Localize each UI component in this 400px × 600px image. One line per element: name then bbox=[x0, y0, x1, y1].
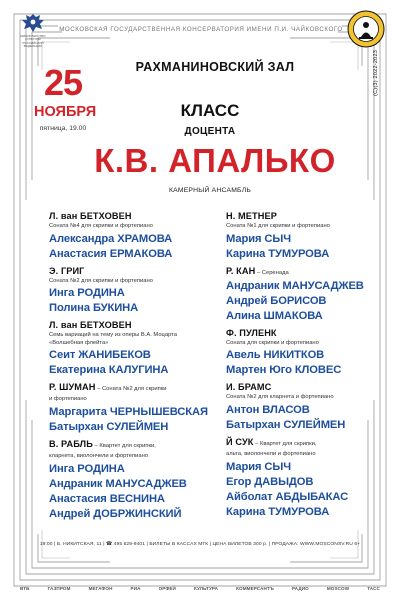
season-code-text: (С)(3) 2022-2023 bbox=[373, 49, 379, 96]
performer-name: Айболат АБДЫБАКАС bbox=[226, 490, 349, 503]
performer-name: Мартен Юго КЛОВЕС bbox=[226, 364, 342, 377]
performer-name: Карина ТУМУРОВА bbox=[226, 505, 330, 518]
work-title: Соната №4 для скрипки и фортепиано bbox=[49, 223, 153, 229]
composer-name: Л. ван БЕТХОВЕН bbox=[49, 211, 132, 221]
performer-name: Алина ШМАКОВА bbox=[226, 309, 323, 322]
composer-name: Ф. ПУЛЕНК bbox=[226, 327, 277, 338]
performer-name: Батырхан СУЛЕЙМЕН bbox=[226, 419, 346, 432]
composer-name: И. БРАМС bbox=[226, 382, 272, 393]
work-title-inline: – Квартет для скрипки, bbox=[92, 443, 156, 450]
docent-label: ДОЦЕНТА bbox=[184, 126, 236, 137]
work-title: Соната для скрипки и фортепиано bbox=[226, 339, 319, 346]
composer-line bbox=[49, 439, 201, 452]
sponsor-logo: КУЛЬТУРА bbox=[194, 585, 219, 591]
date-day: 25 bbox=[43, 62, 83, 103]
sponsor-logos bbox=[20, 583, 380, 593]
work-title: и фортепиано bbox=[49, 396, 87, 403]
composer-line bbox=[226, 266, 378, 279]
performer-name: Андраник МАНУСАДЖЕВ bbox=[49, 477, 187, 490]
eagle-emblem-icon bbox=[18, 12, 48, 34]
performer-name: Батырхан СУЛЕЙМЕН bbox=[49, 421, 169, 434]
conservatory-badge-icon bbox=[347, 10, 385, 48]
composer-name: Н. МЕТНЕР bbox=[226, 211, 277, 221]
ministry-logo bbox=[18, 12, 48, 49]
work-title: Соната №1 для скрипки и фортепиано bbox=[226, 223, 330, 229]
hall-title: РАХМАНИНОВСКИЙ ЗАЛ bbox=[135, 60, 295, 74]
work-title: кларнета, виолончели и фортепиано bbox=[49, 453, 149, 460]
performer-name: Егор ДАВЫДОВ bbox=[226, 475, 314, 488]
performer-name: Анастасия ЕРМАКОВА bbox=[49, 247, 173, 260]
ensemble-subtitle: КАМЕРНЫЙ АНСАМБЛЬ bbox=[168, 187, 252, 194]
performer-name: Маргарита ЧЕРНЫШЕВСКАЯ bbox=[49, 406, 208, 419]
performer-name: Сеит ЖАНИБЕКОВ bbox=[49, 349, 151, 362]
performer-name: Анастасия ВЕСНИНА bbox=[49, 492, 165, 505]
performer-name: Мария СЫЧ bbox=[226, 460, 292, 473]
date-month: НОЯБРЯ bbox=[34, 104, 97, 120]
composer-name: Р. КАН bbox=[226, 265, 256, 276]
footer-ticket-info: 19:00 | Б. НИКИТСКАЯ, 11 | ☎ 495 629-9401 | БИЛЕТЫ В КАССАХ МГК | ЦЕНА БИЛЕТОВ 300 р. | ПРОДАЖА: WWW.MOSCONSV.RU 6+ bbox=[39, 542, 361, 547]
work-title: Соната №2 для кларнета и фортепиано bbox=[226, 394, 334, 401]
performer-name: Антон ВЛАСОВ bbox=[226, 404, 310, 417]
sponsor-logo: ТАСС bbox=[367, 585, 380, 591]
composer-name: Э. ГРИГ bbox=[49, 265, 85, 276]
work-title: альта, виолончели и фортепиано bbox=[226, 451, 316, 458]
sponsor-logo: MOSCOW bbox=[326, 585, 350, 591]
composer-line bbox=[226, 437, 378, 450]
ministry-logo-text: МИНИСТЕРСТВО КУЛЬТУРЫ РОССИЙСКОЙ ФЕДЕРАЦИИ bbox=[20, 34, 46, 49]
work-title: Семь вариаций на тему из оперы В.А. Моцарта «Волшебная флейта» bbox=[49, 332, 177, 346]
composer-name: Р. ШУМАН bbox=[49, 382, 96, 393]
performer-name: Александра ХРАМОВА bbox=[49, 232, 173, 245]
performer-name: Андрей ДОБРЖИНСКИЙ bbox=[49, 507, 182, 520]
composer-name: Л. ван БЕТХОВЕН bbox=[49, 320, 132, 331]
sponsor-logo: МЕГАФОН bbox=[88, 585, 113, 591]
composer-line bbox=[49, 382, 201, 395]
composer-name: В. РАБЛЬ bbox=[49, 439, 93, 450]
performer-name: Полина БУКИНА bbox=[49, 302, 139, 315]
sponsor-logo: КОММЕРСАНТЪ bbox=[236, 585, 274, 591]
teacher-name: К.В. АПАЛЬКО bbox=[94, 142, 336, 179]
performer-name: Авель НИКИТКОВ bbox=[226, 349, 325, 362]
work-title-inline: – Соната №2 для скрипки bbox=[95, 386, 167, 393]
sponsor-logo: ОРФЕЙ bbox=[158, 585, 176, 591]
class-title: КЛАСС bbox=[180, 101, 240, 120]
performer-name: Мария СЫЧ bbox=[226, 232, 292, 245]
composer-name: Й СУК bbox=[226, 437, 254, 448]
sponsor-logo: РАДИО bbox=[292, 585, 309, 591]
conservatory-name: МОСКОВСКАЯ ГОСУДАРСТВЕННАЯ КОНСЕРВАТОРИЯ ИМЕНИ П.И. ЧАЙКОВСКОГО bbox=[59, 26, 343, 33]
sponsor-logo: ВТБ bbox=[20, 585, 30, 591]
sponsor-logo: РИА bbox=[130, 585, 141, 591]
work-title-inline: – Серенада bbox=[255, 269, 289, 276]
work-title: Соната №2 для скрипки и фортепиано bbox=[49, 277, 153, 284]
work-title-inline: – Квартет для скрипки, bbox=[253, 441, 317, 448]
program-column-left bbox=[49, 211, 208, 522]
program-column-right bbox=[226, 211, 378, 520]
performer-name: Инга РОДИНА bbox=[49, 287, 125, 300]
date-weekday-time: пятница, 19.00 bbox=[39, 125, 87, 132]
performer-name: Андрей БОРИСОВ bbox=[226, 294, 327, 307]
performer-name: Карина ТУМУРОВА bbox=[226, 247, 330, 260]
performer-name: Екатерина КАЛУГИНА bbox=[49, 364, 169, 377]
sponsor-logo: ГАЗПРОМ bbox=[47, 585, 71, 591]
performer-name: Андраник МАНУСАДЖЕВ bbox=[226, 279, 364, 292]
performer-name: Инга РОДИНА bbox=[49, 462, 125, 475]
